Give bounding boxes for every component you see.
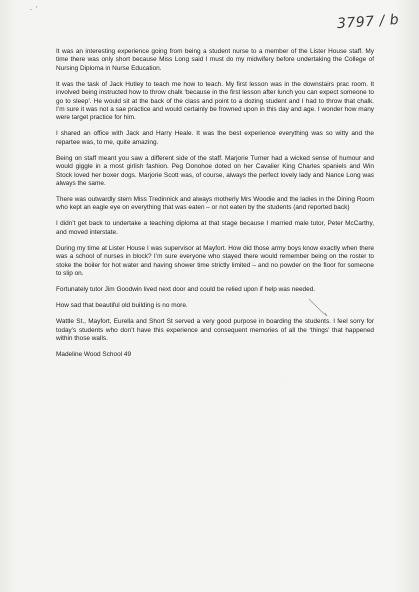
paragraph-staff-side: Being on staff meant you saw a different side of the staff. Marjorie Turner had a wicked sense of humour and would giggle in a most girlish fashion. Peg Donohoe doted on her Cavalier King Charles spaniels and Win Stock loved her boxer dogs. Marjorie Scott was, of course, always the perfect lovely lady and Nance Long was always the same.	[56, 154, 374, 188]
author-signature: Madeline Wood School 49	[56, 350, 132, 358]
paragraph-old-building: How sad that beautiful old building is no more.	[56, 302, 188, 310]
paragraph-boarding-houses: Wattle St., Mayfort, Eurella and Short St served a very good purpose in boarding the students. I feel sorry for today’s students who don’t have this experience and consequent memories of all the ‘things’ that happened within those walls.	[56, 318, 374, 342]
paragraph-lister-house-staff: It was an interesting experience going from being a student nurse to a member of the Lister House staff. My time there was only short because Miss Long said I must do my midwifery before undertaking the College of Nursing Diploma in Nurse Education.	[56, 48, 374, 72]
paragraph-shared-office: I shared an office with Jack and Harry Heale. It was the best experience everything was so witty and the repartee was, to me, quite amazing.	[56, 130, 374, 146]
paragraph-mayfort-supervisor: During my time at Lister House I was supervisor at Mayfort. How did those army boys know exactly when there was a school of nurses in block? I’m sure everyone who stayed there would remember being on the roster to stoke the boiler for hot water and having shower time strictly limited – and no powder on the floor for someone to slip on.	[56, 244, 374, 278]
archive-reference-number: 3797 / b	[336, 11, 400, 33]
paragraph-jim-goodwin: Fortunately tutor Jim Goodwin lived next door and could be relied upon if help was needed.	[56, 286, 316, 294]
paragraph-married-tutor: I didn’t get back to undertake a teaching diploma at that stage because I married male tutor, Peter McCarthy, and moved interstate.	[56, 220, 374, 236]
pencil-tick-mark-icon	[307, 296, 331, 320]
corner-mark: · ´	[30, 6, 38, 14]
paragraph-teaching-lesson: It was the task of Jack Hutley to teach me how to teach. My first lesson was in the downstairs prac room. It involved being instructed how to throw chalk ‘because in the first lesson after lunch you can expect someone to go to sleep’. He would sit at the back of the class and point to a dozing student and I had to throw that chalk. I’m sure it was not a sae practice and would certainly be frowned upon in this day and age. I wonder how many were target practice for him.	[56, 80, 374, 122]
paragraph-dining-room: There was outwardly stern Miss Tredinnick and always motherly Mrs Woodie and the ladies in the Dining Room who kept an eagle eye on everything that was eaten – or not eaten by the students (and reported back)	[56, 196, 374, 212]
